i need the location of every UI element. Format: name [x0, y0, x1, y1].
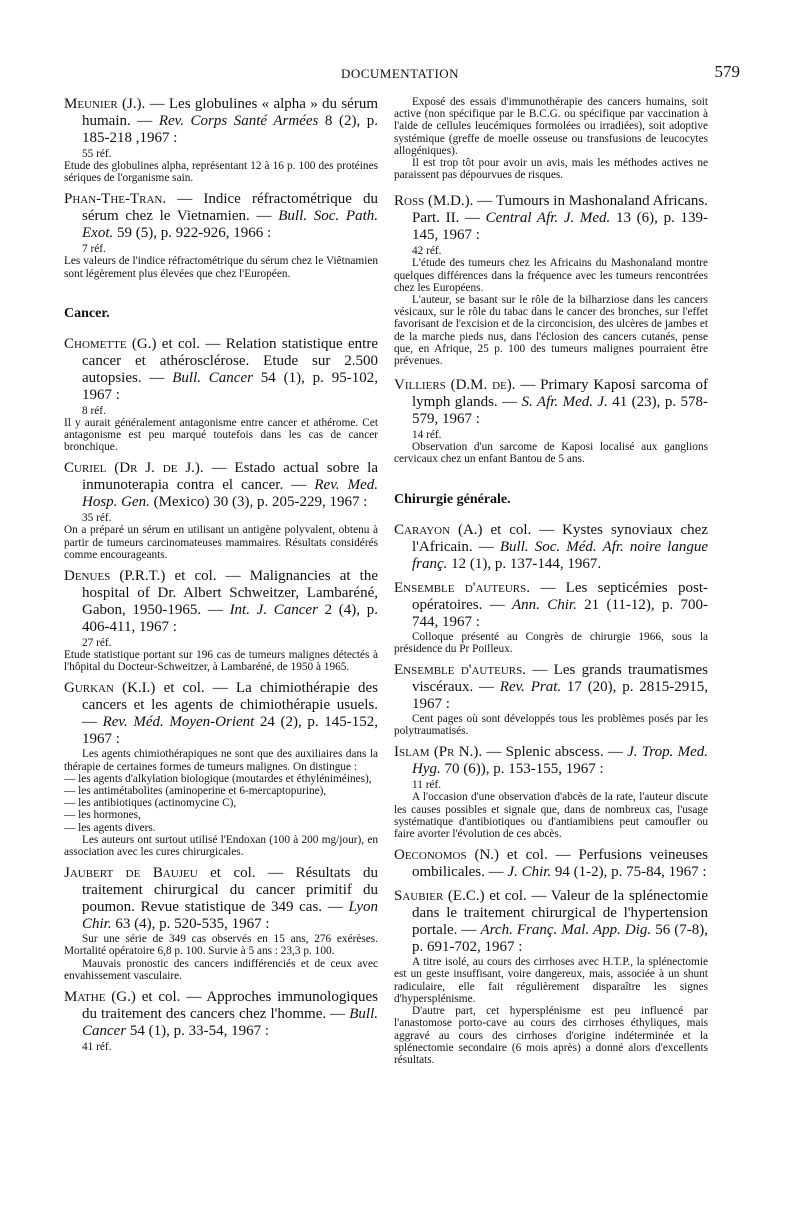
title: — Indice réfractométrique du sérum chez le Vietnamien. —: [82, 191, 378, 225]
reference-count: 14 réf.: [412, 429, 442, 442]
author: Ensemble d'auteurs.: [394, 662, 526, 679]
entry-mathe: [64, 989, 378, 1053]
reference: [394, 193, 708, 244]
abstract: A l'occasion d'une observation d'abcès de la rate, l'auteur discute les causes possibles et signale que, dans de nombreux cas, l'usage systématique d'antibiotiques ou d'antiamibiens peut camoufler ou faire avorter l'évolution de ces abcès.: [394, 791, 708, 841]
abstract: Colloque présenté au Congrès de chirurgie 1966, sous la présidence du Pr Poilleux.: [394, 630, 708, 655]
journal: Ann. Chir.: [512, 596, 577, 613]
citation: 70 (6)), p. 153-155, 1967 :: [440, 761, 604, 778]
reference-count: 8 réf.: [82, 404, 106, 417]
citation: 21 (11-12), p. 700-744, 1967 :: [412, 596, 708, 630]
abstract: Observation d'un sarcome de Kaposi localisé aux ganglions cervicaux chez un enfant Bantou de 5 ans.: [394, 441, 708, 466]
journal: Bull. Cancer: [82, 1006, 378, 1040]
title: et col. — Approches immunologiques du traitement des cancers chez l'homme. —: [82, 989, 378, 1023]
entry-saubier: [394, 888, 708, 1066]
journal: Central Afr. J. Med.: [485, 210, 611, 227]
entry-islam: [394, 744, 708, 840]
author: Carayon (A.): [394, 521, 483, 538]
reference: [64, 191, 378, 242]
author: Mathe (G.): [64, 989, 136, 1006]
running-title: DOCUMENTATION: [340, 66, 460, 81]
title: et col. — Kystes synoviaux chez l'Africain. —: [412, 521, 709, 555]
reference-count: 7 réf.: [82, 243, 106, 256]
abstract: Cent pages où sont développés tous les problèmes posés par les polytraumatisés.: [394, 713, 708, 738]
journal: J. Trop. Med. Hyg.: [412, 744, 709, 778]
citation: 54 (1), p. 95-102, 1967 :: [82, 369, 378, 403]
citation: 2 (4), p. 406-411, 1967 :: [82, 602, 378, 636]
list-item: — les agents divers.: [64, 821, 156, 834]
entry-meunier: [64, 96, 378, 184]
abstract: L'étude des tumeurs chez les Africains du Mashonaland montre quelques différences dans la fréquence avec les tumeurs rencontrées chez les Européens.: [394, 257, 708, 294]
entry-ensemble-traumatismes: [394, 662, 708, 737]
abstract: A titre isolé, au cours des cirrhoses avec H.T.P., la splénectomie est un geste insuffisant, voire dangereux, mais, associée à un shunt radiculaire, elle fait régulièrement disparaître les signes d'hypersplénisme.: [394, 956, 708, 1005]
citation: 54 (1), p. 33-54, 1967 :: [126, 1023, 270, 1040]
abstract: Mauvais pronostic des cancers indifférenciés et de ceux avec envahissement vasculaire.: [64, 957, 378, 982]
author: Chomette (G.): [64, 335, 157, 352]
title: — Estado actual sobre la inmunoterapia contra el cancer. —: [82, 460, 378, 494]
title: et col. — Valeur de la splénectomie dans le traitement chirurgical de l'hypertension portale. —: [412, 888, 708, 939]
abstract: Les auteurs ont surtout utilisé l'Endoxan (100 à 200 mg/jour), en association avec les cures chirurgicales.: [64, 833, 378, 859]
entry-denues: [64, 568, 378, 673]
abstract: L'auteur, se basant sur le rôle de la bilharziose dans les cancers vésicaux, sur le rôle du tabac dans le cancer des bronches, sur l'effet favorisant de l'excision et de la circoncision, des ulcères de jambes et de la marche pieds nus, dans l'éclosion des cancers cutanés, pense que, en Afrique, 25 p. 100 des tumeurs malignes pourraient être prévenues.: [394, 294, 708, 368]
page-header: [60, 62, 740, 84]
author: Ensemble d'auteurs.: [394, 579, 530, 596]
author: Curiel (Dr J. de J.).: [64, 460, 204, 477]
author: Saubier (E.C.): [394, 888, 485, 905]
title: — Tumours in Mashonaland Africans. Part. II. —: [412, 193, 708, 227]
title: et col. — Résultats du traitement chirurgical du cancer primitif du poumon. Revue statistique de 349 cas. —: [82, 865, 378, 916]
entry-curiel: [64, 460, 378, 561]
reference: [394, 847, 708, 881]
citation: 12 (1), p. 137-144, 1967.: [447, 555, 602, 572]
list-item: — les hormones,: [64, 809, 141, 822]
list-item: — les antibiotiques (actinomycine C),: [64, 797, 237, 810]
title: et col. — Malignancies at the hospital of Dr. Albert Schweitzer, Lambaréné, Gabon, 1950-1965. —: [82, 568, 378, 619]
author: Meunier (J.).: [64, 96, 146, 112]
journal: S. Afr. Med. J.: [521, 394, 608, 411]
author: Oeconomos (N.): [394, 847, 500, 864]
citation: (Mexico) 30 (3), p. 205-229, 1967 :: [149, 494, 368, 511]
reference: [394, 744, 708, 778]
list-item: — les agents d'alkylation biologique (moutardes et éthyléniméines),: [64, 772, 372, 785]
abstract: Etude statistique portant sur 196 cas de tumeurs malignes détectés à l'hôpital du Docteur-Schweitzer, à Lambaréné, de 1950 à 1965.: [64, 649, 378, 674]
author: Villiers (D.M. de).: [394, 377, 516, 394]
author: Denues (P.R.T.): [64, 568, 166, 585]
section-heading-chirurgie: Chirurgie générale.: [394, 491, 511, 507]
journal: Rev. Med. Hosp. Gen.: [82, 477, 378, 511]
reference: [394, 580, 708, 631]
entry-chomette: [64, 336, 378, 454]
left-column: [64, 96, 378, 1060]
abstract: On a préparé un sérum en utilisant un antigène polyvalent, obtenu à partir de tumeurs carcinomateuses mammaires. Résultats considérés comme encourageants.: [64, 524, 378, 561]
reference: [394, 377, 708, 428]
title: et col. — Perfusions veineuses ombilicales. —: [412, 847, 708, 881]
citation: 59 (5), p. 922-926, 1966 :: [113, 225, 272, 242]
reference: [64, 96, 378, 147]
citation: 94 (1-2), p. 75-84, 1967 :: [551, 864, 707, 881]
journal: Lyon Chir.: [82, 899, 378, 933]
abstract: D'autre part, cet hypersplénisme est peu influencé par l'anastomose porto-cave au cours des cirrhoses éthyliques, mais aggravé au cours des cirrhoses d'origine indéterminée et la splénectomie secondaire (6 mois après) a donné alors d'excellents résultats.: [394, 1005, 708, 1066]
author: Islam (Pr N.).: [394, 744, 483, 761]
citation: 17 (20), p. 2815-2915, 1967 :: [412, 679, 708, 713]
abstract: Les agents chimiothérapiques ne sont que des auxiliaires dans la thérapie de certaines formes de tumeurs malignes. On distingue :: [64, 748, 378, 773]
reference: [64, 336, 378, 404]
author: Ross (M.D.).: [394, 193, 474, 210]
reference: [64, 680, 378, 748]
page-number: 579: [714, 62, 740, 81]
abstract: Etude des globulines alpha, représentant 12 à 16 p. 100 des protéines sériques de l'organisme sain.: [64, 160, 378, 185]
journal: Int. J. Cancer: [229, 602, 318, 619]
entry-jaubert-de-baujeu: [64, 865, 378, 982]
right-column: [394, 96, 708, 1073]
entry-villiers: [394, 377, 708, 465]
citation: 41 (23), p. 578-579, 1967 :: [412, 394, 708, 428]
reference: [394, 888, 708, 956]
journal: Bull. Soc. Path. Exot.: [82, 208, 378, 242]
citation: 56 (7-8), p. 691-702, 1967 :: [412, 922, 708, 956]
journal: Arch. Franç. Mal. App. Dig.: [480, 922, 652, 939]
journal: J. Chir.: [507, 864, 552, 881]
author: Jaubert de Baujeu: [64, 865, 198, 882]
reference-count: 27 réf.: [82, 637, 112, 650]
reference-count: 42 réf.: [412, 245, 442, 258]
entry-gurkan: [64, 680, 378, 858]
reference: [394, 522, 708, 573]
citation: 8 (2), p. 185-218 ,1967 :: [82, 113, 379, 146]
reference: [394, 662, 708, 713]
journal: Rev. Prat.: [499, 679, 562, 696]
title: — Splenic abscess. —: [482, 744, 628, 761]
journal: Rev. Méd. Moyen-Orient: [102, 714, 255, 731]
journal: Bull. Soc. Méd. Afr. noire langue franç.: [412, 538, 708, 572]
section-heading-cancer: Cancer.: [64, 305, 110, 321]
entry-carayon: [394, 522, 708, 573]
reference-count: 11 réf.: [412, 779, 442, 792]
reference: [64, 568, 378, 636]
author: Phan-The-Tran.: [64, 191, 167, 208]
list-item: — les antimétabolites (aminoperine et 6-mercaptopurine),: [64, 785, 327, 798]
entry-phan-the-tran: [64, 191, 378, 279]
journal: Bull. Cancer: [172, 369, 253, 386]
citation: 13 (6), p. 139-145, 1967 :: [412, 210, 708, 244]
reference-count: 55 réf.: [82, 148, 112, 160]
reference: [64, 865, 378, 933]
abstract: Exposé des essais d'immunothérapie des cancers humains, soit active (non spécifique par le B.C.G. ou spécifique par vaccination à l'aide de cellules leucémiques formolées ou irradiées), soit adoptive systémique (greffe de moelle osseuse ou transfusions de leucocytes allogéniques).: [394, 96, 708, 157]
title: — Les grands traumatismes viscéraux. —: [412, 662, 708, 696]
title: et col. — La chimiothérapie des cancers et les agents de chimiothérapie usuels. —: [82, 680, 378, 731]
reference: [64, 989, 378, 1040]
entry-oeconomos: [394, 847, 708, 881]
title: — Les septicémies post-opératoires. —: [412, 579, 708, 613]
author: Gurkan (K.I.): [64, 680, 156, 697]
title: et col. — Relation statistique entre cancer et athérosclérose. Etude sur 2.500 autopsies. —: [82, 335, 379, 386]
entry-mathe-continued: [394, 96, 708, 181]
reference-count: 41 réf.: [82, 1041, 112, 1054]
title: — Primary Kaposi sarcoma of lymph glands. —: [412, 377, 708, 411]
entry-ross: [394, 193, 708, 367]
journal: Rev. Corps Santé Armées: [158, 113, 319, 129]
abstract: Il y aurait généralement antagonisme entre cancer et athérome. Cet antagonisme est peu marqué toutefois dans les cas de cancer bronchique.: [64, 416, 378, 454]
abstract: Sur une série de 349 cas observés en 15 ans, 276 exérèses. Mortalité opératoire 6,8 p. 100. Survie à 5 ans : 23,3 p. 100.: [64, 933, 378, 958]
abstract: Les valeurs de l'indice réfractométrique du sérum chez le Viêtnamien sont légèrement plus élevées que chez l'Européen.: [64, 255, 378, 280]
reference: [64, 460, 378, 511]
citation: 24 (2), p. 145-152, 1967 :: [82, 714, 378, 748]
title: — Les globulines « alpha » du sérum humain. —: [82, 96, 378, 129]
citation: 63 (4), p. 520-535, 1967 :: [111, 916, 270, 933]
abstract: Il est trop tôt pour avoir un avis, mais les méthodes actives ne paraissent pas dépourvues de risques.: [394, 157, 708, 182]
entry-ensemble-septicemies: [394, 580, 708, 655]
reference-count: 35 réf.: [82, 512, 112, 525]
